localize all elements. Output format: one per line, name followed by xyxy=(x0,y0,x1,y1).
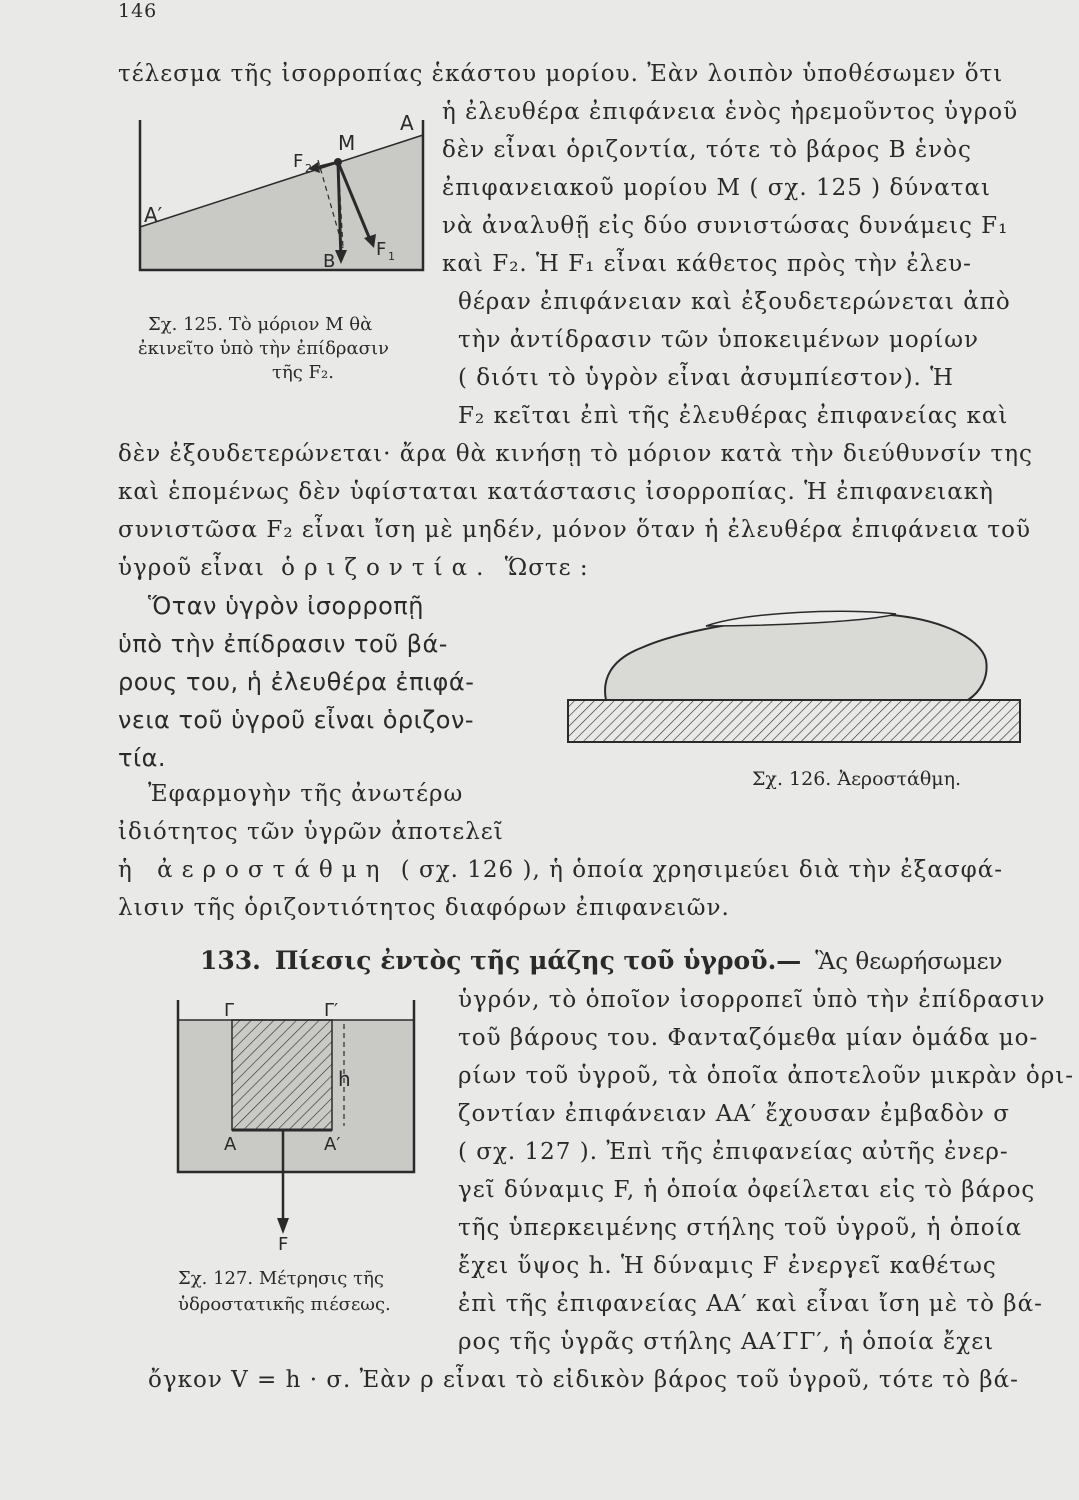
text-line: τέλεσμα τῆς ἰσορροπίας ἑκάστου μορίου. Ἐὰν λοιπὸν ὑποθέσωμεν ὅτι xyxy=(118,61,1004,87)
label-gamma-prime: Γ′ xyxy=(324,1000,339,1021)
text-line: ἐπιφανειακοῦ μορίου Μ ( σχ. 125 ) δύναται xyxy=(442,175,992,201)
label-f2: F xyxy=(293,151,304,172)
figure-127-caption: Σχ. 127. Μέτρησις τῆς xyxy=(178,1268,384,1289)
text-line: τῆς ὑπερκειμένης στήλης τοῦ ὑγροῦ, ἡ ὁποία xyxy=(458,1215,1023,1241)
text-fragment: ( σχ. 126 ), ἡ ὁποία χρησιμεύει διὰ τὴν ἐξασφά- xyxy=(400,857,1004,883)
label-b: B xyxy=(323,251,336,272)
label-h: h xyxy=(338,1067,351,1091)
text-line xyxy=(118,554,589,582)
page-number: 146 xyxy=(118,0,158,22)
text-line: δὲν εἶναι ὁριζοντία, τότε τὸ βάρος Β ἑνὸς xyxy=(442,137,972,163)
particle-m xyxy=(334,158,342,166)
text-line: τοῦ βάρους του. Φανταζόμεθα μίαν ὁμάδα μο- xyxy=(458,1025,1039,1051)
spaced-term: ὁριζοντία. xyxy=(281,555,493,581)
rule-line: ὑπὸ τὴν ἐπίδρασιν τοῦ βά- xyxy=(118,630,448,658)
label-f1-sub: 1 xyxy=(388,250,395,263)
text-line: ( διότι τὸ ὑγρὸν εἶναι ἀσυμπίεστον). Ἡ xyxy=(458,365,954,391)
section-heading xyxy=(200,946,1003,977)
label-a: A xyxy=(400,111,414,135)
section-number: 133. xyxy=(200,946,261,975)
label-gamma: Γ xyxy=(224,1000,235,1021)
label-a: A xyxy=(224,1134,237,1155)
label-f1: F xyxy=(376,239,387,260)
text-line: λισιν τῆς ὁριζοντιότητος διαφόρων ἐπιφανειῶν. xyxy=(118,895,730,921)
rule-line: Ὅταν ὑγρὸν ἰσορροπῇ xyxy=(148,592,424,620)
text-line: Ἐφαρμογὴν τῆς ἀνωτέρω xyxy=(148,781,464,807)
label-a-prime: A′ xyxy=(144,203,163,227)
text-line: ( σχ. 127 ). Ἐπὶ τῆς ἐπιφανείας αὐτῆς ἐνερ- xyxy=(458,1139,1009,1165)
text-line: τὴν ἀντίδρασιν τῶν ὑποκειμένων μορίων xyxy=(458,327,979,353)
spaced-term: ἡ ἀεροστάθμη xyxy=(118,857,389,883)
text-line: F₂ κεῖται ἐπὶ τῆς ἐλευθέρας ἐπιφανείας καὶ xyxy=(458,403,1009,429)
text-line: ἐπὶ τῆς ἐπιφανείας ΑΑ′ καὶ εἶναι ἴση μὲ τὸ βά- xyxy=(458,1291,1043,1317)
text-line: ζοντίαν ἐπιφάνειαν ΑΑ′ ἔχουσαν ἐμβαδὸν σ xyxy=(458,1101,1010,1127)
figure-125-caption: ἐκινεῖτο ὑπὸ τὴν ἐπίδρασιν xyxy=(138,338,389,359)
level-base xyxy=(568,700,1020,742)
text-line: καὶ F₂. Ἡ F₁ εἶναι κάθετος πρὸς τὴν ἐλευ- xyxy=(442,251,972,277)
text-line: ἔχει ὕψος h. Ἡ δύναμις F ἐνεργεῖ καθέτως xyxy=(458,1253,997,1279)
bubble-vial xyxy=(605,614,987,700)
figure-125 xyxy=(138,110,433,280)
text-line: καὶ ἑπομένως δὲν ὑφίσταται κατάστασις ἰσορροπίας. Ἡ ἐπιφανειακὴ xyxy=(118,479,994,505)
figure-126 xyxy=(566,600,1026,755)
text-line: θέραν ἐπιφάνειαν καὶ ἐξουδετερώνεται ἀπὸ xyxy=(458,289,1011,315)
text-line: δὲν ἐξουδετερώνεται· ἄρα θὰ κινήσῃ τὸ μόριον κατὰ τὴν διεύθυνσίν της xyxy=(118,441,1033,467)
rule-line: νεια τοῦ ὑγροῦ εἶναι ὁριζον- xyxy=(118,706,475,734)
text-line: ὑγρόν, τὸ ὁποῖον ἰσορροπεῖ ὑπὸ τὴν ἐπίδρασιν xyxy=(458,987,1046,1013)
force-f-head xyxy=(277,1218,289,1234)
figure-126-caption: Σχ. 126. Ἀεροστάθμη. xyxy=(752,768,962,790)
text-line: συνιστῶσα F₂ εἶναι ἴση μὲ μηδέν, μόνον ὅταν ἡ ἐλευθέρα ἐπιφάνεια τοῦ xyxy=(118,517,1031,543)
text-line: γεῖ δύναμις F, ἡ ὁποία ὀφείλεται εἰς τὸ βάρος xyxy=(458,1177,1036,1203)
figure-125-caption: τῆς F₂. xyxy=(272,362,334,383)
label-a-prime: A′ xyxy=(324,1134,341,1155)
label-m: M xyxy=(338,131,356,155)
text-line: ρίων τοῦ ὑγροῦ, τὰ ὁποῖα ἀποτελοῦν μικρὰν ὁρι- xyxy=(458,1063,1075,1089)
section-title: Πίεσις ἐντὸς τῆς μάζης τοῦ ὑγροῦ.— xyxy=(274,946,802,975)
text-line: ἡ ἐλευθέρα ἐπιφάνεια ἑνὸς ἠρεμοῦντος ὑγροῦ xyxy=(442,99,1019,125)
rule-line: ρους του, ἡ ἐλευθέρα ἐπιφά- xyxy=(118,668,475,696)
rule-line: τία. xyxy=(118,744,167,772)
text-line: ἰδιότητος τῶν ὑγρῶν ἀποτελεῖ xyxy=(118,819,504,845)
text-line xyxy=(118,856,1003,884)
label-f2-sub: 2 xyxy=(305,162,312,175)
text-fragment: Ὥστε : xyxy=(504,555,589,581)
label-f: F xyxy=(278,1234,289,1250)
figure-127 xyxy=(168,990,428,1250)
text-fragment: ὑγροῦ εἶναι xyxy=(118,555,265,581)
text-line: νὰ ἀναλυθῇ εἰς δύο συνιστώσας δυνάμεις F₁ xyxy=(442,213,1009,239)
figure-127-caption: ὑδροστατικῆς πιέσεως. xyxy=(178,1294,391,1315)
text-line: ρος τῆς ὑγρᾶς στήλης ΑΑ′ΓΓ′, ἡ ὁποία ἔχει xyxy=(458,1329,995,1355)
liquid-column xyxy=(232,1020,332,1130)
figure-125-caption: Σχ. 125. Τὸ μόριον Μ θὰ xyxy=(148,314,373,335)
text-line: ὄγκον V = h · σ. Ἐὰν ρ εἶναι τὸ εἰδικὸν βάρος τοῦ ὑγροῦ, τότε τὸ βά- xyxy=(148,1367,1019,1393)
text-fragment: Ἃς θεωρήσωμεν xyxy=(815,949,1003,975)
